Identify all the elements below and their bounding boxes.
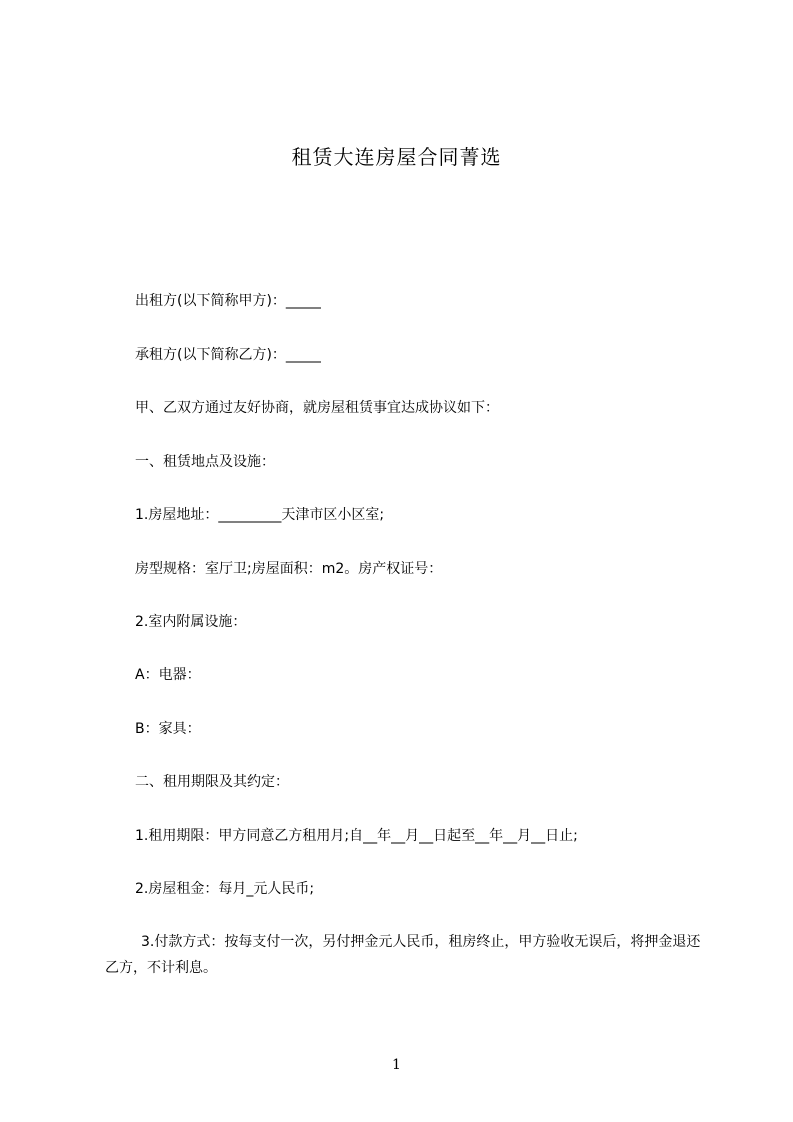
paragraph-room-spec: 房型规格：室厅卫;房屋面积：m2。房产权证号： xyxy=(135,561,443,577)
paragraph-agreement-intro: 甲、乙双方通过友好协商，就房屋租赁事宜达成协议如下： xyxy=(135,400,499,416)
section-heading-term: 二、租用期限及其约定： xyxy=(135,774,289,790)
paragraph-appliances: A：电器： xyxy=(135,667,201,683)
paragraph-rent: 2.房屋租金：每月_元人民币; xyxy=(135,881,315,897)
paragraph-lease-term: 1.租用期限：甲方同意乙方租用月;自__年__月__日起至__年__月__日止; xyxy=(135,828,578,844)
paragraph-lessor: 出租方(以下简称甲方)：_____ xyxy=(135,293,321,309)
paragraph-furniture: B：家具： xyxy=(135,721,201,737)
paragraph-address: 1.房屋地址：_________天津市区小区室; xyxy=(135,507,385,523)
paragraph-payment: 3.付款方式：按每支付一次，另付押金元人民币，租房终止，甲方验收无误后，将押金退还乙方，不计利息。 xyxy=(105,934,701,976)
document-title: 租赁大连房屋合同菁选 xyxy=(291,145,502,169)
paragraph-facilities: 2.室内附属设施： xyxy=(135,614,247,630)
page-number: 1 xyxy=(392,1057,401,1073)
section-heading-location: 一、租赁地点及设施： xyxy=(135,454,275,470)
paragraph-lessee: 承租方(以下简称乙方)：_____ xyxy=(135,347,321,363)
